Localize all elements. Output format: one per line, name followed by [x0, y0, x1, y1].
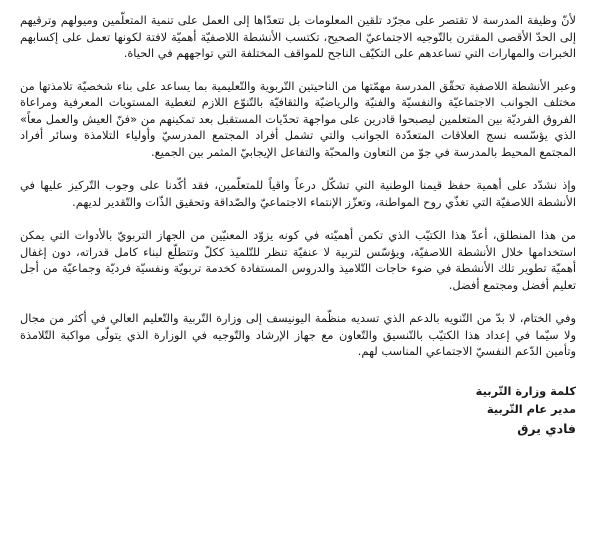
paragraph-national-values: وإذ نشدّد على أهمية حفظ قيمنا الوطنية التي تشكّل درعاً واقياً للمتعلّمين، فقد أكّدنا على وجوب التّركيز عليها في الأنشطة اللاصفيّة التي تغذّي روح المواطنة، وتعزّز الإنتماء الاجتماعيّ والصّداقة وتحقيق الذّات والتّقدير لديهم. [20, 178, 576, 209]
signature-role: مدير عام التّربية [486, 401, 576, 416]
signature-block [20, 382, 576, 438]
paragraph-booklet: من هذا المنطلق، أعدّ هذا الكتيّب الذي تكمن أهميّته في كونه يزوّد المعنيّين من الجهاز التربويّ بالأدوات التي يمكن استخدامها خلال الأنشطة اللاصفيّة، ويؤسّس لتربية لا عنفيّة تنظر للتّلميذ ككلّ وتتطلّع لبناء كامل قدراته، دون إغفال أهميّة تطوير تلك الأنشطة في ضوء حاجات التّلاميذ والدروس المستفادة كخدمة تربويّة ونفسيّة فرديّة وجماعيّة من أجل تعليم أفضل ومجتمع أفضل. [20, 228, 576, 292]
paragraph-activities: وعبر الأنشطة اللاصفية تحقّق المدرسة مهمّتها من الناحيتين التّربوية والتّعليمية بما يساعد على بناء شخصيّة تلامذتها من مختلف الجوانب الاجتماعيّة والنفسيّة والفنيّة والرياضيّة والثقافيّة بالتّنوّع اللازم لتغطية المستويات المعرفية ومراعاة الفروق الفرديّة بين المتعلمين ليصبحوا قادرين على مواجهة تحدّيات المستقبل بعد تمكينهم من «فنّ العيش والعمل معاً» الذي يؤسّسه نسج العلاقات المتعدّدة الجوانب والتي تشمل أفراد المجتمع المدرسيّ وأولياء التلامذة وسائر أفراد المجتمع المحيط بالمدرسة في جوّ من التعاون والمحبّة والتفاعل الإيجابيّ المثمر بين الجميع. [20, 78, 576, 159]
signature-title: كلمة وزارة التّربية [475, 383, 576, 398]
paragraph-intro: لأنّ وظيفة المدرسة لا تقتصر على مجرّد تلقين المعلومات بل تتعدّاها إلى العمل على تنمية المتعلّمين وميولهم وترقيهم إلى الحدّ الأقصى المقترن بالتّوجيه الاجتماعيّ الصحيح، تكتسب الأنشطة اللاصفيّة أهميّة لافتة لكونها تعمل على إكسابهم الخبرات والمهارات التي تساعدهم على التكيّف الناجح للمواقف المختلفة التي تواجههم في الحياة. [20, 13, 576, 60]
paragraph-conclusion: وفي الختام، لا بدّ من التّنويه بالدعم الذي تسديه منظّمة اليونيسف إلى وزارة التّربية والتّعليم العالي في أكثر من مجال ولا سيّما في إعداد هذا الكتيّب بالتّنسيق والتّعاون مع جهاز الإرشاد والتّوجيه في الوزارة الذي يتولّى مواكبة التّلامذة وتأمين الدّعم النفسيّ الاجتماعي المناسب لهم. [20, 311, 576, 358]
signature-name: فادي يرق [517, 420, 576, 436]
